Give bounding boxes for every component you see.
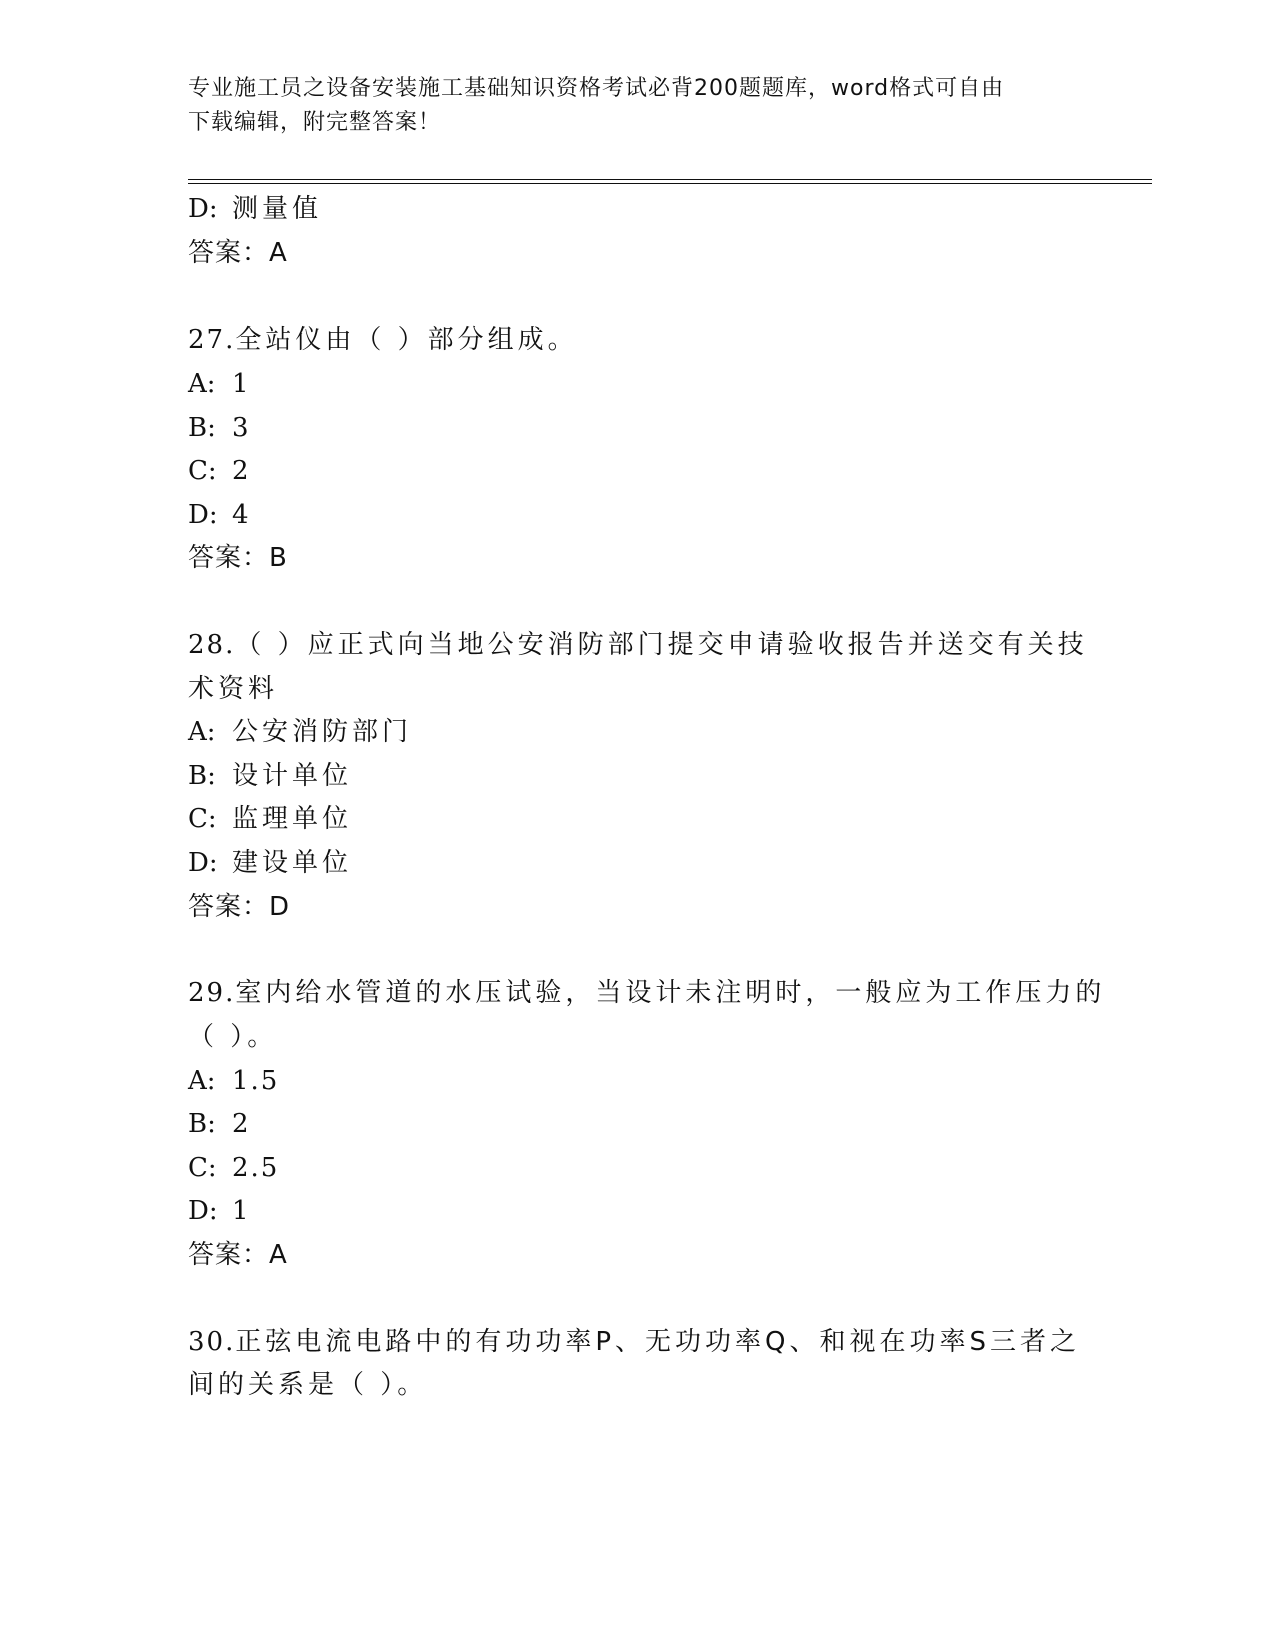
option-label: C: — [188, 1153, 217, 1183]
option-label: B: — [188, 761, 216, 791]
option-label: D: — [188, 500, 218, 530]
option-text: 2 — [232, 1109, 251, 1139]
option-text: 设计单位 — [232, 761, 353, 791]
option-c — [188, 454, 251, 488]
header-line-1: 专业施工员之设备安装施工基础知识资格考试必背200题题库，word格式可自由 — [188, 76, 1005, 101]
option-b — [188, 759, 352, 793]
option-text: 1 — [232, 1196, 251, 1226]
answer-line — [188, 890, 290, 924]
option-c — [188, 802, 352, 836]
answer-line — [188, 541, 288, 575]
option-d — [188, 1194, 251, 1228]
question-number: 29. — [188, 978, 236, 1008]
question-27-text — [188, 323, 578, 357]
question-29-text-cont — [188, 1020, 277, 1054]
option-c — [188, 1151, 279, 1185]
question-number: 28. — [188, 630, 236, 660]
header-line-2: 下载编辑，附完整答案！ — [188, 110, 442, 135]
question-text-line: 全站仪由（ ）部分组成。 — [235, 325, 578, 355]
option-b — [188, 411, 251, 445]
option-label: C: — [188, 456, 217, 486]
question-text-line: 术资料 — [188, 674, 279, 704]
answer-label: 答案： — [188, 238, 270, 268]
option-label: D: — [188, 194, 218, 224]
header-divider-top — [188, 179, 1152, 180]
option-a — [188, 367, 251, 401]
option-label: D: — [188, 848, 218, 878]
question-29-text — [188, 976, 1105, 1010]
header-divider-bottom — [188, 183, 1152, 184]
question-number: 27. — [188, 325, 236, 355]
question-28-text — [188, 628, 1088, 662]
option-label: B: — [188, 1109, 216, 1139]
question-text-line: （ ）应正式向当地公安消防部门提交申请验收报告并送交有关技 — [235, 630, 1088, 660]
option-a — [188, 715, 412, 749]
option-d — [188, 846, 352, 880]
answer-value: B — [269, 543, 288, 573]
answer-value: A — [269, 238, 288, 268]
option-d — [188, 498, 251, 532]
option-text: 1 — [232, 369, 251, 399]
option-label: B: — [188, 413, 216, 443]
option-label: A: — [188, 369, 216, 399]
question-text-line: 间的关系是（ ）。 — [188, 1370, 428, 1400]
question-number: 30. — [188, 1327, 236, 1357]
option-label: D: — [188, 1196, 218, 1226]
question-30-text-cont — [188, 1368, 427, 1402]
option-a — [188, 1064, 279, 1098]
question-text-line: （ ）。 — [188, 1022, 278, 1052]
answer-label: 答案： — [188, 1240, 270, 1270]
answer-line — [188, 1238, 288, 1272]
option-label: A: — [188, 717, 216, 747]
option-text: 测量值 — [232, 194, 323, 224]
question-text-line: 正弦电流电路中的有功功率P、无功功率Q、和视在功率S三者之 — [235, 1327, 1081, 1357]
question-30-text — [188, 1325, 1080, 1359]
option-text: 2.5 — [232, 1153, 280, 1183]
option-text: 公安消防部门 — [232, 717, 413, 747]
answer-value: D — [269, 892, 291, 922]
option-text: 建设单位 — [232, 848, 353, 878]
option-label: C: — [188, 804, 217, 834]
question-text-line: 室内给水管道的水压试验，当设计未注明时，一般应为工作压力的 — [235, 978, 1106, 1008]
answer-value: A — [269, 1240, 288, 1270]
option-text: 2 — [232, 456, 251, 486]
answer-label: 答案： — [188, 543, 270, 573]
option-text: 4 — [232, 500, 251, 530]
option-text: 3 — [232, 413, 251, 443]
option-text: 监理单位 — [232, 804, 353, 834]
answer-label: 答案： — [188, 892, 270, 922]
option-b — [188, 1107, 251, 1141]
option-text: 1.5 — [232, 1066, 280, 1096]
question-28-text-cont — [188, 672, 278, 706]
option-d — [188, 192, 322, 226]
answer-line — [188, 236, 288, 270]
option-label: A: — [188, 1066, 216, 1096]
document-header — [188, 72, 1088, 140]
